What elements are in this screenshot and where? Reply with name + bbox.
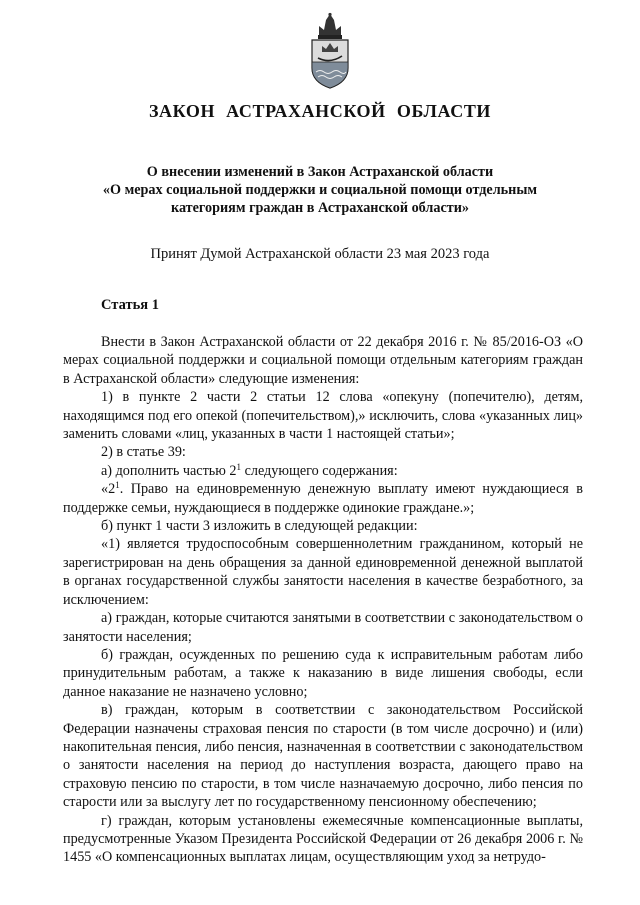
paragraph: «1) является трудоспособным совершеннолетним гражданином, который не зарегистрирован на день обращения за данной единовременной денежной выплатой в органах государственной службы занятости населения в качестве безработного, за исключением: <box>63 536 583 608</box>
article-body <box>63 333 583 867</box>
paragraph: 1) в пункте 2 части 2 статьи 12 слова «опекуну (попечителю), детям, находящимся под его опекой (попечительством),» исключить, слова «указанных лиц» заменить словами «лиц, указанных в части 1 настоящей статьи»; <box>63 389 583 443</box>
paragraph-text: . Право на единовременную денежную выплату имеют нуждающиеся в поддержке семьи, нуждающиеся в поддержке одинокие граждане.»; <box>63 481 583 516</box>
paragraph: 2) в статье 39: <box>101 444 186 461</box>
subtitle-line: О внесении изменений в Закон Астраханской области <box>146 164 494 180</box>
coat-of-arms-emblem <box>306 12 354 90</box>
paragraph <box>63 480 583 517</box>
paragraph <box>63 462 583 480</box>
article-heading: Статья 1 <box>101 297 159 313</box>
superscript: 1 <box>236 461 242 472</box>
subtitle-line: «О мерах социальной поддержки и социальной помощи отдельным <box>102 182 538 198</box>
paragraph: г) граждан, которым установлены ежемесячные компенсационные выплаты, предусмотренные Указом Президента Российской Федерации от 26 декабря 2006 г. № 1455 «О компенсационных выплатах лицам, осуществляющим уход за нетрудо- <box>63 812 583 866</box>
paragraph: а) граждан, которые считаются занятыми в соответствии с законодательством о занятости населения; <box>63 610 583 645</box>
adoption-date: Принят Думой Астраханской области 23 мая 2023 года <box>150 246 490 262</box>
superscript: 1 <box>115 480 120 491</box>
paragraph-text: «2 <box>101 481 116 498</box>
law-subtitle <box>60 163 580 217</box>
subtitle-line: категориям граждан в Астраханской области» <box>170 200 469 216</box>
paragraph: б) пункт 1 части 3 изложить в следующей редакции: <box>101 518 418 535</box>
paragraph-text: следующего содержания: <box>241 462 398 479</box>
paragraph: б) граждан, осужденных по решению суда к исправительным работам либо принудительным работам, а также к наказанию в виде лишения свободы, если данное наказание не назначено условно; <box>63 646 583 700</box>
paragraph-text: а) дополнить частью 2 <box>101 462 237 479</box>
law-title: ЗАКОН АСТРАХАНСКОЙ ОБЛАСТИ <box>148 101 492 121</box>
paragraph: Внести в Закон Астраханской области от 22 декабря 2016 г. № 85/2016-ОЗ «О мерах социальной поддержки и социальной помощи отдельным категориям граждан в Астраханской области» следующие изменения: <box>63 334 583 387</box>
paragraph: в) граждан, которым в соответствии с законодательством Российской Федерации назначены страховая пенсия по старости (в том числе досрочно) и (или) накопительная пенсия, либо пенсия, назначенная в соответствии с законодательством о занятости населения на период до наступления возраста, дающего право на страховую пенсию по старости, в том числе назначаемую досрочно, либо пенсия по старости или за выслугу лет по государственному пенсионному обеспечению; <box>63 702 583 811</box>
